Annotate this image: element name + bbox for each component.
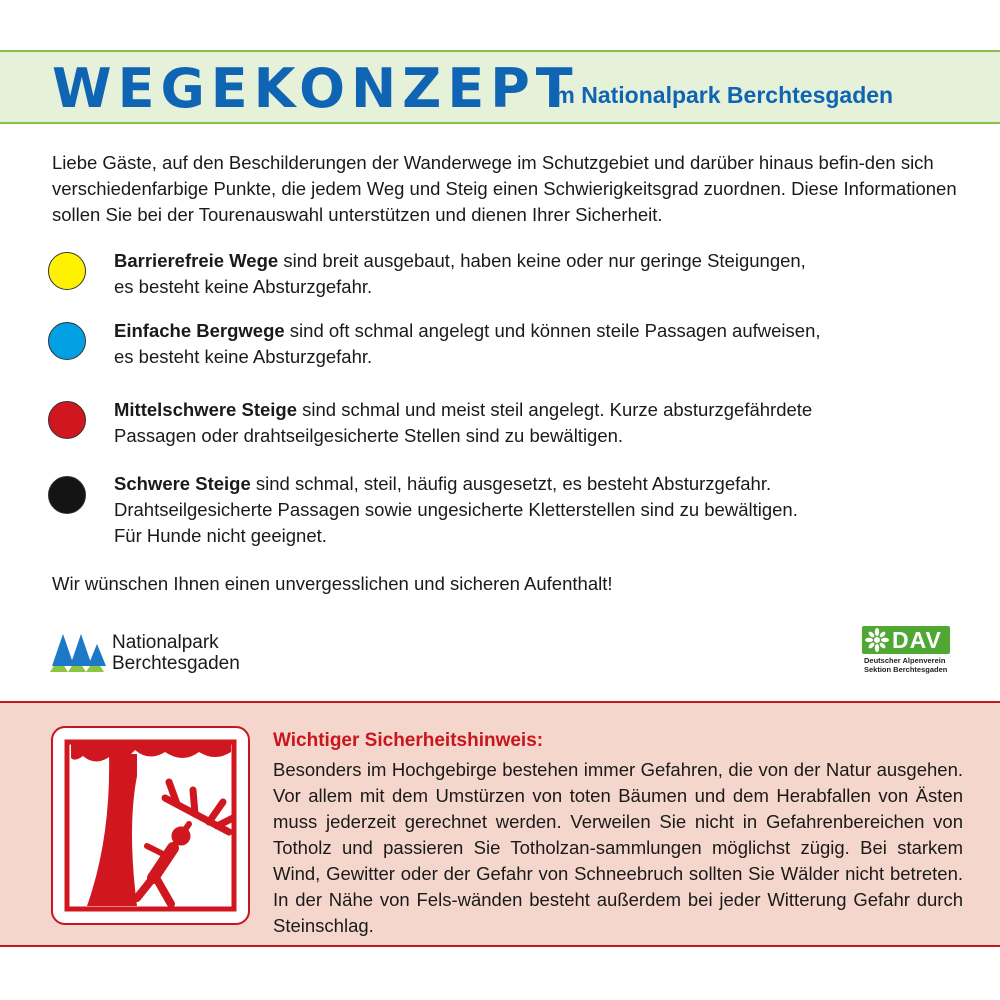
warning-title: Wichtiger Sicherheitshinweis: <box>273 730 544 751</box>
dav-line1: Deutscher Alpenverein <box>864 656 946 665</box>
closing-text: Wir wünschen Ihnen einen unvergesslichen und sicheren Aufenthalt! <box>52 573 613 594</box>
nationalpark-line2: Berchtesgaden <box>112 653 240 674</box>
mountains-icon <box>50 632 106 672</box>
blue-dot-icon <box>48 322 86 360</box>
category-description <box>114 397 964 449</box>
nationalpark-logo <box>50 632 270 678</box>
dav-word: DAV <box>892 627 942 653</box>
dav-badge <box>862 626 950 654</box>
category-line1: sind oft schmal angelegt und können steile Passagen aufweisen, <box>284 320 821 341</box>
category-name: Mittelschwere Steige <box>114 399 298 420</box>
falling-tree-warning-sign <box>51 726 250 925</box>
black-dot-icon <box>48 476 86 514</box>
category-line3: Für Hunde nicht geeignet. <box>114 525 327 546</box>
category-name: Schwere Steige <box>114 473 251 494</box>
category-line2: es besteht keine Absturzgefahr. <box>114 276 373 297</box>
intro-text: Liebe Gäste, auf den Beschilderungen der Wanderwege im Schutzgebiet und darüber hinaus befin-den sich verschiedenfarbige Punkte, die jedem Weg und Steig einen Schwierigkeitsgrad zuordnen. Diese Informationen sollen Sie bei der Tourenauswahl unterstützen und dienen Ihrer Sicherheit. <box>52 152 957 225</box>
yellow-dot-icon <box>48 252 86 290</box>
red-dot-icon <box>48 401 86 439</box>
dav-line2: Sektion Berchtesgaden <box>864 665 948 674</box>
warning-band <box>0 701 1000 947</box>
nationalpark-name <box>112 632 240 674</box>
category-line1: sind schmal und meist steil angelegt. Kurze absturzgefährdete <box>297 399 813 420</box>
dav-subtitle <box>864 656 960 674</box>
header-band <box>0 50 1000 124</box>
nationalpark-line1: Nationalpark <box>112 632 219 653</box>
category-line2: es besteht keine Absturzgefahr. <box>114 346 373 367</box>
edelweiss-icon <box>864 627 890 653</box>
category-name: Einfache Bergwege <box>114 320 285 341</box>
warning-text: Besonders im Hochgebirge bestehen immer Gefahren, die von der Natur ausgehen. Vor allem mit dem Umstürzen von toten Bäumen und dem Herabfallen von Ästen muss jederzeit gerechnet werden. Verweilen Sie nicht in Gefahrenbereichen von Totholz und passieren Sie Totholzan-sammlungen möglichst zügig. Bei starkem Wind, Gewitter oder der Gefahr von Schneebruch sollten Sie Wälder nicht betreten. In der Nähe von Fels-wänden besteht außerdem bei jeder Witterung Gefahr durch Steinschlag. <box>273 759 963 936</box>
category-line2: Drahtseilgesicherte Passagen sowie ungesicherte Kletterstellen sind zu bewältigen. <box>114 499 798 520</box>
category-description <box>114 318 964 370</box>
category-name: Barrierefreie Wege <box>114 250 279 271</box>
category-description <box>114 248 964 300</box>
category-description <box>114 471 964 549</box>
page-subtitle: im Nationalpark Berchtesgaden <box>548 82 894 108</box>
category-line1: sind schmal, steil, häufig ausgesetzt, es besteht Absturzgefahr. <box>250 473 772 494</box>
category-line2: Passagen oder drahtseilgesicherte Stellen sind zu bewältigen. <box>114 425 624 446</box>
dav-logo <box>862 626 954 676</box>
category-line1: sind breit ausgebaut, haben keine oder nur geringe Steigungen, <box>278 250 806 271</box>
page-title: WEGEKONZEPT <box>52 57 579 120</box>
falling-tree-icon <box>53 728 248 923</box>
